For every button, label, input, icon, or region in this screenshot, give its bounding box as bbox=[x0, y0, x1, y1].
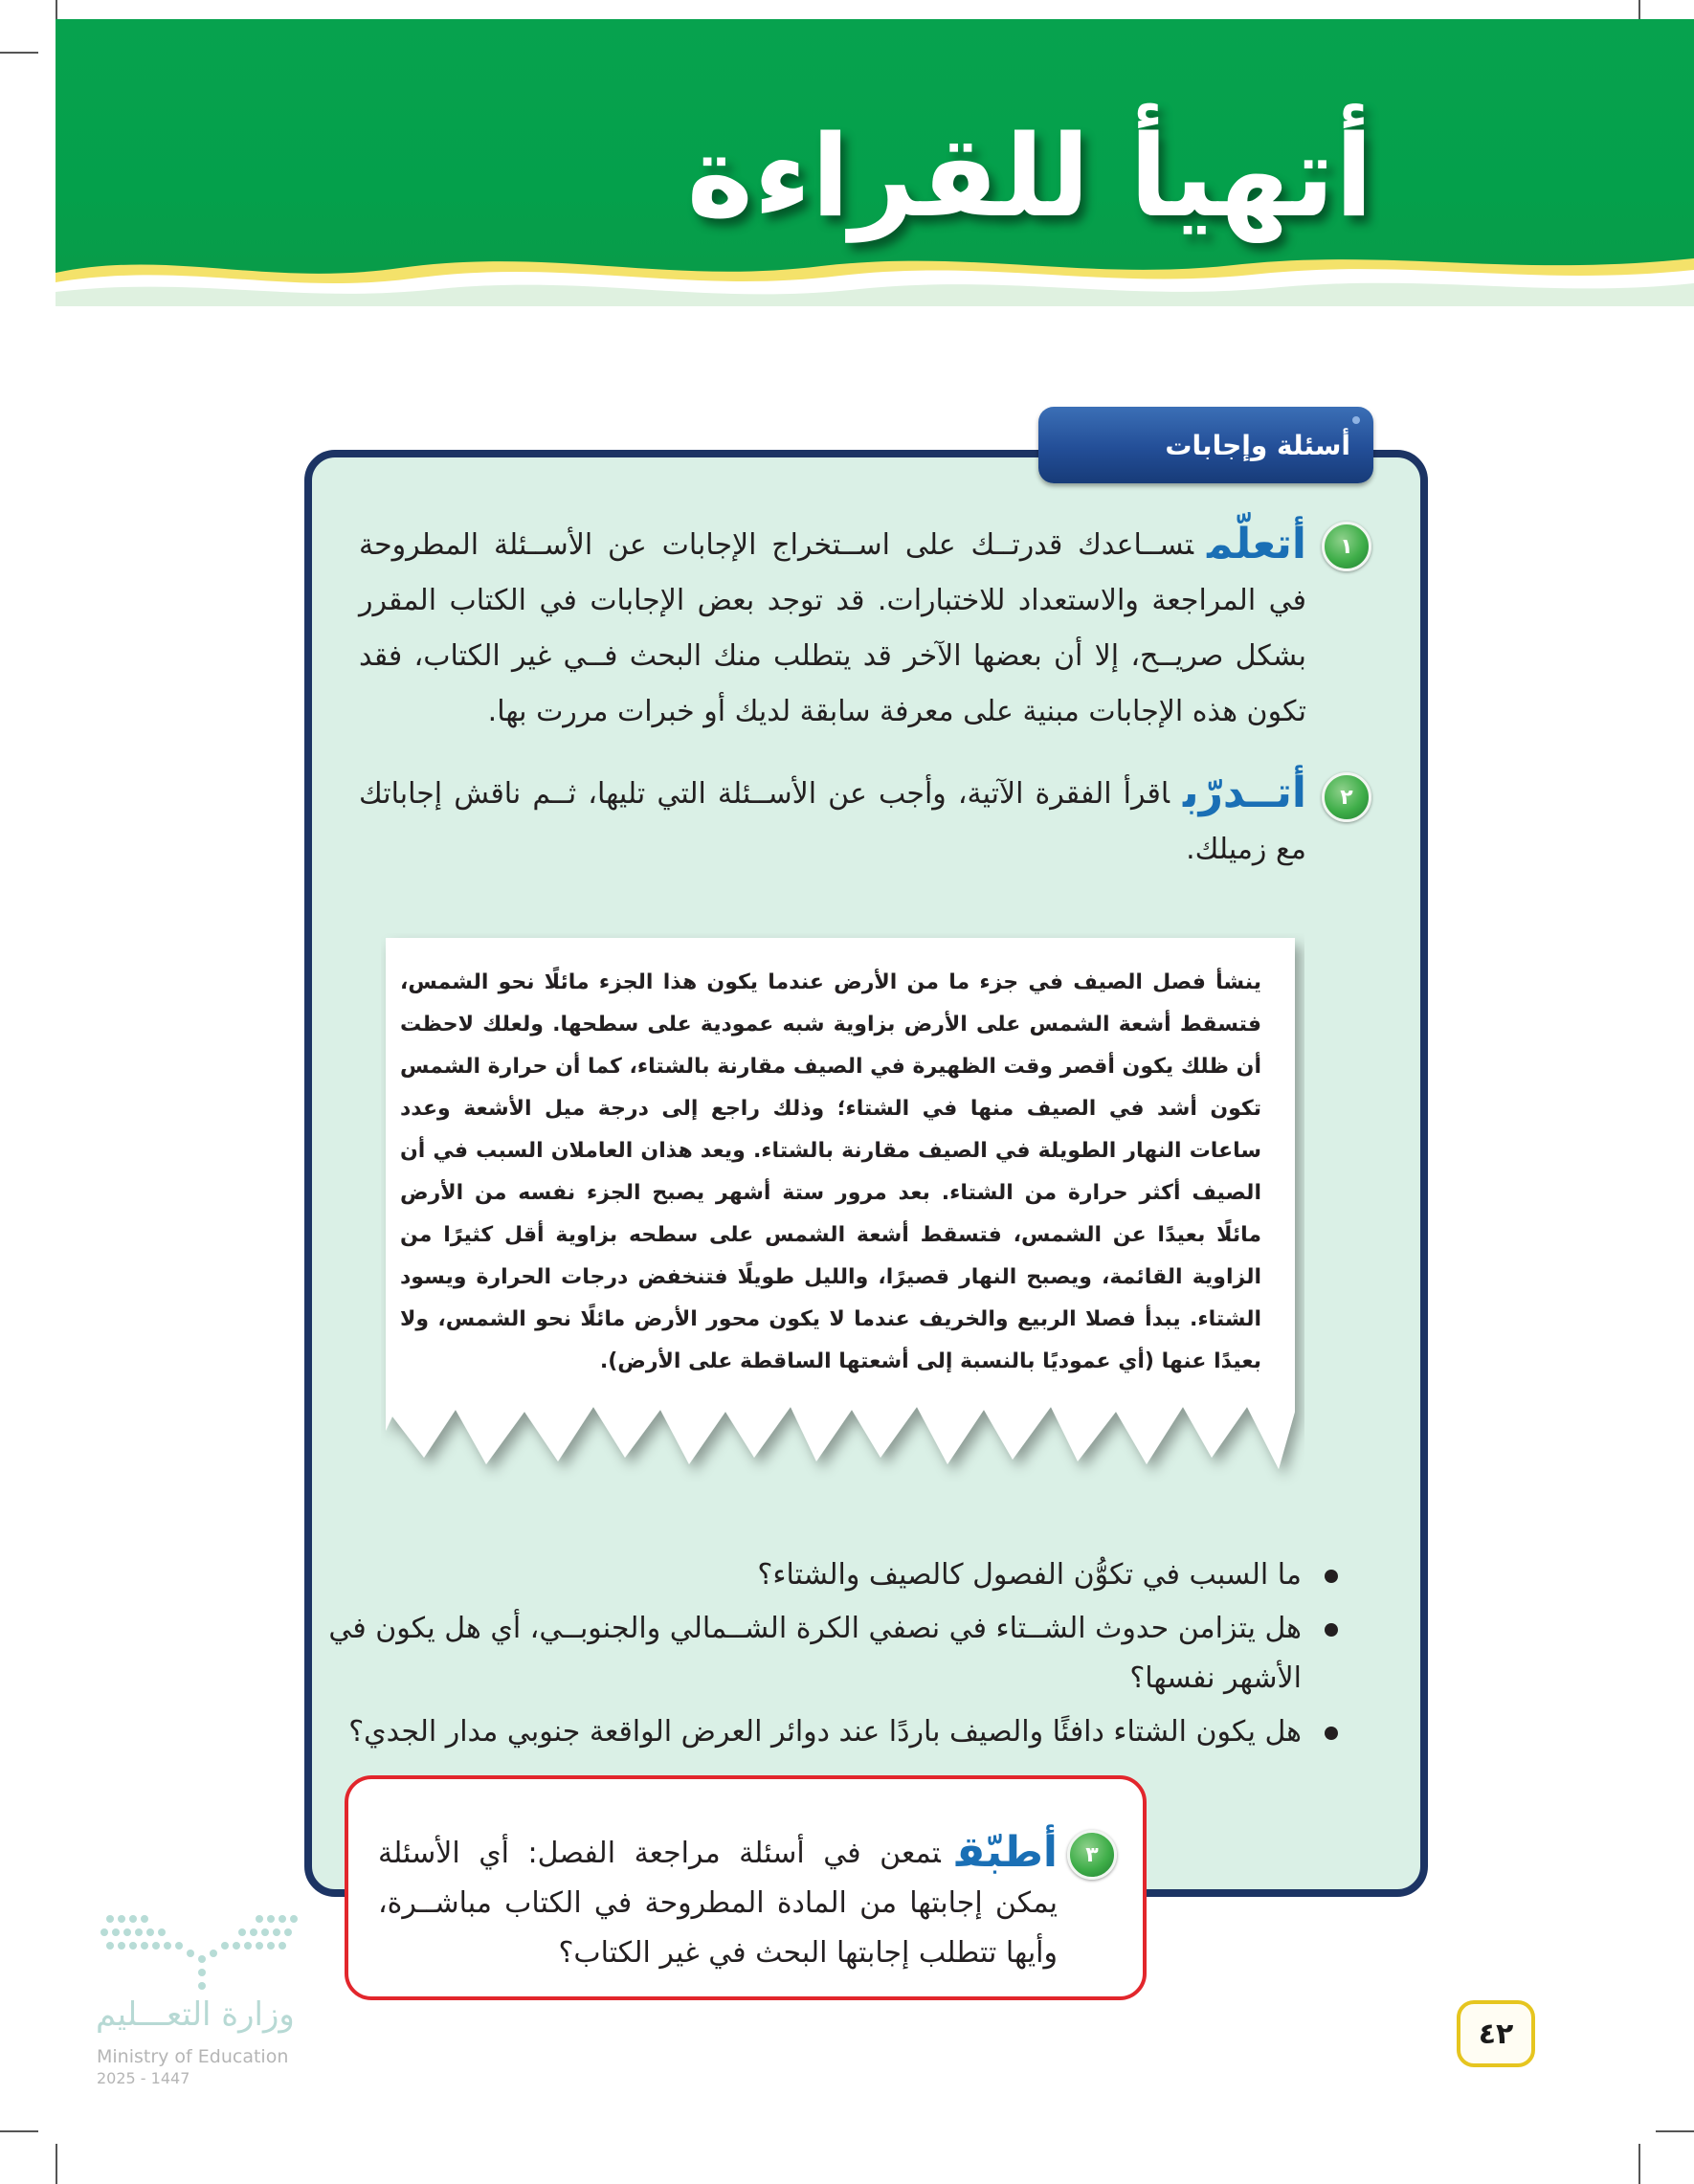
crop-mark bbox=[1638, 2144, 1640, 2184]
crop-mark bbox=[0, 52, 38, 54]
bullet-icon bbox=[1325, 1727, 1338, 1740]
ministry-name-ar: وزارة التعـــليم bbox=[96, 1995, 295, 2034]
crop-mark bbox=[1638, 0, 1640, 19]
list-item bbox=[325, 1707, 1340, 1757]
step-number-1: ١ bbox=[1322, 522, 1371, 571]
crop-mark bbox=[0, 2130, 38, 2132]
apply-text: تمعن في أسئلة مراجعة الفصل: أي الأسئلة يمكن إجابتها من المادة المطروحة في الكتاب مباشــرة، وأيها تتطلب إجابتها البحث في غير الكتاب؟ bbox=[378, 1837, 1058, 1970]
section-tab-label: أسئلة وإجابات bbox=[1165, 429, 1350, 461]
passage-text: ينشأ فصل الصيف في جزء ما من الأرض عندما يكون هذا الجزء مائلًا نحو الشمس، فتسقط أشعة الشمس على الأرض بزاوية شبه عمودية على سطحها. ولعلك لاحظت أن ظلك يكون أقصر وقت الظهيرة في الصيف مقارنة بالشتاء، كما أن حرارة الشمس تكون أشد في الصيف منها في الشتاء؛ وذلك راجع إلى درجة ميل الأشعة وعدد ساعات النهار الطويلة في الصيف مقارنة بالشتاء. ويعد هذان العاملان السبب في أن الصيف أكثر حرارة من الشتاء. بعد مرور ستة أشهر يصبح الجزء نفسه من الأرض مائلًا بعيدًا عن الشمس، فتسقط أشعة الشمس على سطحه بزاوية أقل كثيرًا من الزاوية القائمة، ويصبح النهار قصيرًا، والليل طويلًا فتنخفض درجات الحرارة ويسود الشتاء. يبدأ فصلا الربيع والخريف عندما لا يكون محور الأرض مائلًا نحو الشمس، ولا بعيدًا عنها (أي عموديًا بالنسبة إلى أشعتها الساقطة على الأرض). bbox=[399, 970, 1261, 1373]
ministry-year: 2025 - 1447 bbox=[97, 2069, 190, 2087]
bullet-icon bbox=[1325, 1570, 1338, 1583]
ministry-name-en: Ministry of Education bbox=[97, 2046, 289, 2067]
crop-mark bbox=[56, 0, 57, 19]
step-number-2: ٢ bbox=[1322, 772, 1371, 822]
section-tab bbox=[1038, 407, 1373, 483]
list-item bbox=[325, 1550, 1340, 1600]
questions-list bbox=[325, 1550, 1340, 1761]
question-text: هل يتزامن حدوث الشــتاء في نصفي الكرة الشــمالي والجنوبــي، أي هل يكون في الأشهر نفسها؟ bbox=[328, 1612, 1302, 1695]
learn-paragraph bbox=[359, 517, 1306, 740]
page-title: أتهيأ للقراءة bbox=[686, 110, 1373, 242]
learn-text: تســاعدك قدرتــك على اســتخراج الإجابات عن الأســئلة المطروحة في المراجعة والاستعداد للاختبارات. قد توجد بعض الإجابات في الكتاب المقرر بشكل صريــح، إلا أن بعضها الآخر قد يتطلب منك البحث فــي غير الكتاب، فقد تكون هذه الإجابات مبنية على معرفة سابقة لديك أو خبرات مررت بها. bbox=[359, 528, 1306, 728]
apply-keyword: أطبّق bbox=[955, 1828, 1058, 1877]
practice-keyword: أتــدرّب bbox=[1183, 769, 1306, 817]
practice-text: اقرأ الفقرة الآتية، وأجب عن الأســئلة التي تليها، ثــم ناقش إجاباتك مع زميلك. bbox=[359, 777, 1306, 866]
step-number-3: ٣ bbox=[1067, 1830, 1117, 1880]
crop-mark bbox=[56, 2144, 57, 2184]
learn-keyword: أتعلّم bbox=[1207, 520, 1306, 568]
bullet-icon bbox=[1325, 1623, 1338, 1637]
list-item bbox=[325, 1604, 1340, 1704]
crop-mark bbox=[1656, 2130, 1694, 2132]
question-text: ما السبب في تكوُّن الفصول كالصيف والشتاء؟ bbox=[757, 1558, 1302, 1592]
apply-paragraph bbox=[378, 1828, 1058, 1978]
practice-paragraph bbox=[359, 766, 1306, 878]
question-text: هل يكون الشتاء دافئًا والصيف باردًا عند دوائر العرض الواقعة جنوبي مدار الجدي؟ bbox=[348, 1715, 1302, 1749]
page-number: ٤٢ bbox=[1457, 2000, 1535, 2067]
